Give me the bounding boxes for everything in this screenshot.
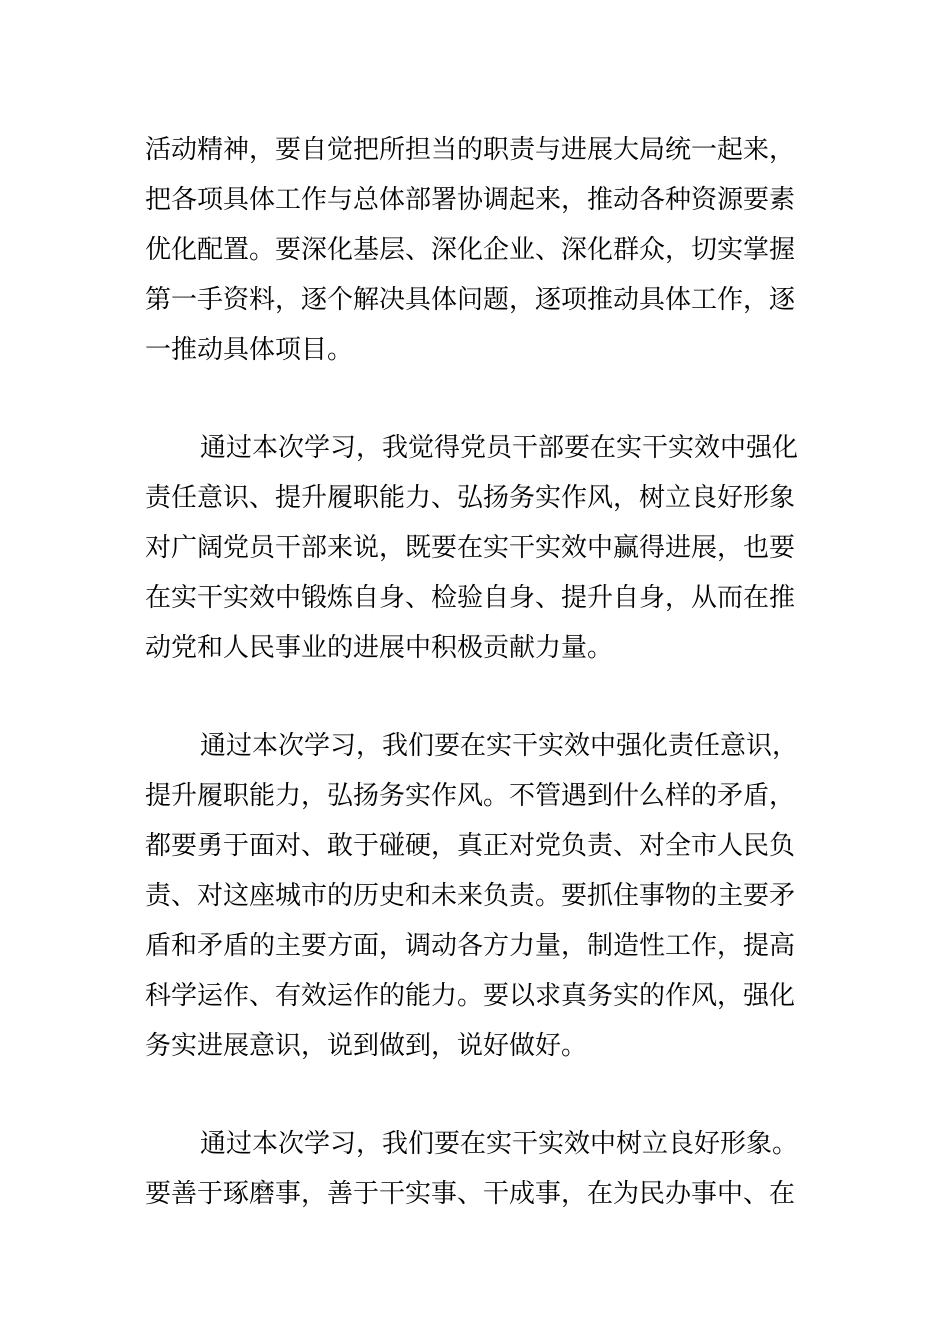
paragraph-line: 把各项具体工作与总体部署协调起来，推动各种资源要素 xyxy=(145,185,796,215)
paragraph-line: 通过本次学习，我觉得党员干部要在实干实效中强化 xyxy=(200,433,799,463)
paragraph-line: 动党和人民事业的进展中积极贡献力量。 xyxy=(145,633,614,663)
paragraph-line: 责、对这座城市的历史和未来负责。要抓住事物的主要矛 xyxy=(145,881,796,911)
paragraph-line: 一推动具体项目。 xyxy=(145,335,354,365)
paragraph-line: 活动精神，要自觉把所担当的职责与进展大局统一起来， xyxy=(145,135,796,165)
paragraph-line: 通过本次学习，我们要在实干实效中强化责任意识， xyxy=(200,731,799,761)
paragraph-line: 务实进展意识，说到做到，说好做好。 xyxy=(145,1031,588,1061)
paragraph-line: 科学运作、有效运作的能力。要以求真务实的作风，强化 xyxy=(145,981,796,1011)
paragraph-line: 第一手资料，逐个解决具体问题，逐项推动具体工作，逐 xyxy=(145,285,796,315)
paragraph-line: 都要勇于面对、敢于碰硬，真正对党负责、对全市人民负 xyxy=(145,831,796,861)
paragraph-2 xyxy=(145,423,810,673)
paragraph-1 xyxy=(145,125,810,375)
paragraph-line: 责任意识、提升履职能力、弘扬务实作风，树立良好形象 xyxy=(145,483,796,513)
paragraph-line: 提升履职能力，弘扬务实作风。不管遇到什么样的矛盾， xyxy=(145,781,796,811)
paragraph-line: 要善于琢磨事，善于干实事、干成事，在为民办事中、在 xyxy=(145,1179,796,1209)
paragraph-line: 对广阔党员干部来说，既要在实干实效中赢得进展，也要 xyxy=(145,533,796,563)
paragraph-3 xyxy=(145,721,810,1071)
paragraph-line: 优化配置。要深化基层、深化企业、深化群众，切实掌握 xyxy=(145,235,796,265)
paragraph-line: 通过本次学习，我们要在实干实效中树立良好形象。 xyxy=(200,1129,799,1159)
paragraph-line: 盾和矛盾的主要方面，调动各方力量，制造性工作，提高 xyxy=(145,931,796,961)
paragraph-line: 在实干实效中锻炼自身、检验自身、提升自身，从而在推 xyxy=(145,583,796,613)
paragraph-4 xyxy=(145,1119,810,1219)
